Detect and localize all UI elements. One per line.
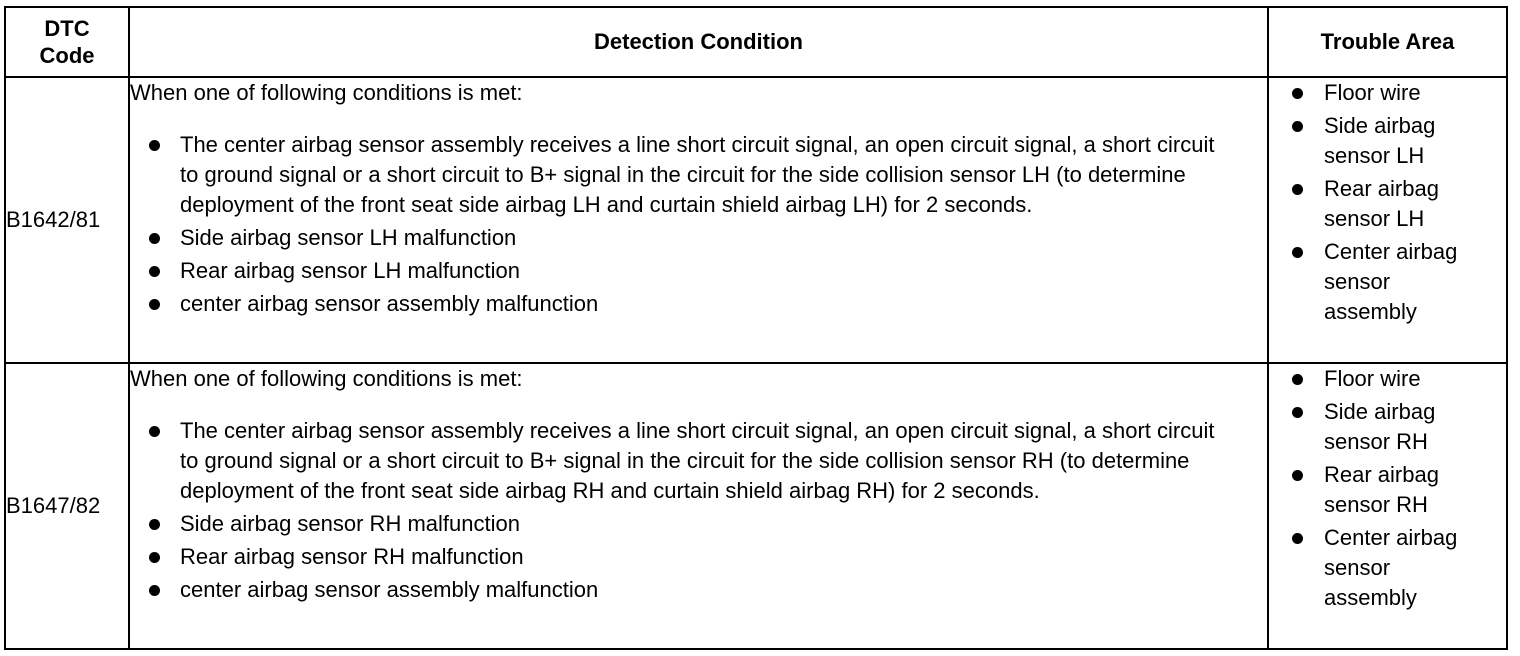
- condition-item: Side airbag sensor LH malfunction: [130, 223, 1227, 253]
- condition-item: center airbag sensor assembly malfunction: [130, 575, 1227, 605]
- trouble-area-item: Side airbag sensor LH: [1269, 111, 1506, 171]
- condition-intro: When one of following conditions is met:: [130, 366, 523, 391]
- condition-item: The center airbag sensor assembly receives a line short circuit signal, an open circuit signal, a short circuit to ground signal or a short circuit to B+ signal in the circuit for the side collision sensor RH (to determine deployment of the front seat side airbag RH and curtain shield airbag RH) for 2 seconds.: [130, 416, 1227, 506]
- trouble-area-list: [1269, 78, 1506, 327]
- dtc-table: [4, 6, 1508, 650]
- detection-condition-cell: [129, 363, 1268, 649]
- condition-list: [130, 130, 1267, 319]
- condition-list: [130, 416, 1267, 605]
- trouble-area-item: Side airbag sensor RH: [1269, 397, 1506, 457]
- header-trouble-area: Trouble Area: [1268, 7, 1507, 77]
- trouble-area-list: [1269, 364, 1506, 613]
- trouble-area-cell: [1268, 363, 1507, 649]
- dtc-code-cell: B1647/82: [5, 363, 129, 649]
- condition-item: The center airbag sensor assembly receives a line short circuit signal, an open circuit signal, a short circuit to ground signal or a short circuit to B+ signal in the circuit for the side collision sensor LH (to determine deployment of the front seat side airbag LH and curtain shield airbag LH) for 2 seconds.: [130, 130, 1227, 220]
- condition-item: center airbag sensor assembly malfunction: [130, 289, 1227, 319]
- header-dtc-code-line2: Code: [39, 43, 95, 68]
- condition-item: Rear airbag sensor RH malfunction: [130, 542, 1227, 572]
- trouble-area-item: Floor wire: [1269, 364, 1506, 394]
- header-dtc-code-line1: DTC: [44, 16, 90, 41]
- trouble-area-item: Rear airbag sensor LH: [1269, 174, 1506, 234]
- trouble-area-item: Center airbag sensor assembly: [1269, 237, 1506, 327]
- table-row: [5, 77, 1507, 363]
- trouble-area-item: Center airbag sensor assembly: [1269, 523, 1506, 613]
- table-row: [5, 363, 1507, 649]
- dtc-code-cell: B1642/81: [5, 77, 129, 363]
- header-dtc-code: [5, 7, 129, 77]
- condition-intro: When one of following conditions is met:: [130, 80, 523, 105]
- condition-item: Side airbag sensor RH malfunction: [130, 509, 1227, 539]
- condition-item: Rear airbag sensor LH malfunction: [130, 256, 1227, 286]
- trouble-area-item: Floor wire: [1269, 78, 1506, 108]
- trouble-area-item: Rear airbag sensor RH: [1269, 460, 1506, 520]
- header-detection-condition: Detection Condition: [129, 7, 1268, 77]
- header-row: [5, 7, 1507, 77]
- trouble-area-cell: [1268, 77, 1507, 363]
- detection-condition-cell: [129, 77, 1268, 363]
